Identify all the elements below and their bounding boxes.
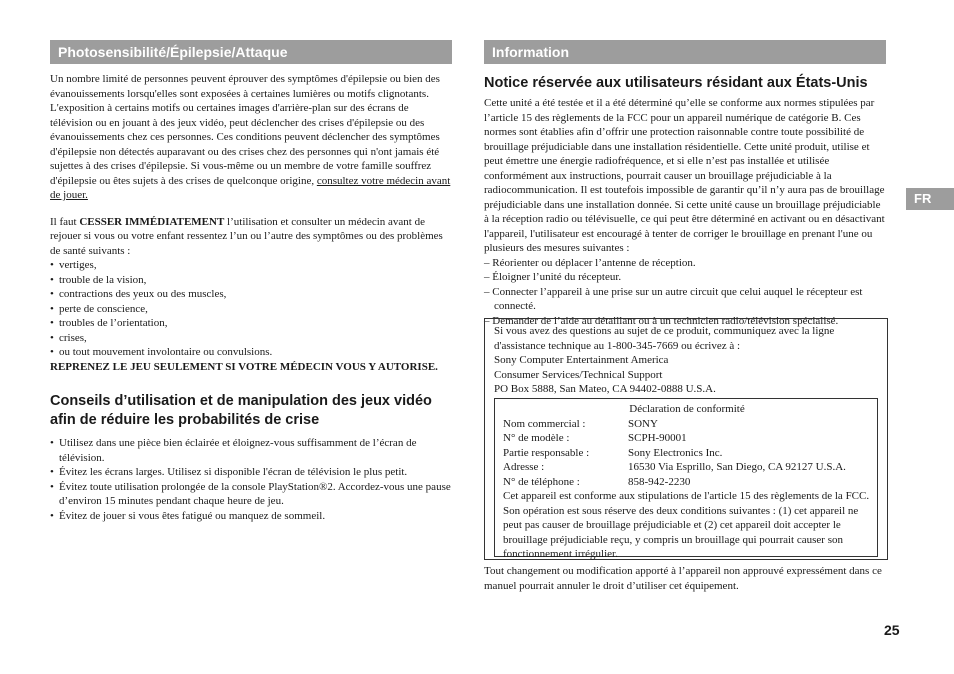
list-item: • vertiges, xyxy=(50,258,452,273)
section-header-photosensitivity: Photosensibilité/Épilepsie/Attaque xyxy=(50,40,452,64)
tips-list xyxy=(50,436,452,523)
list-item: – Connecter l’appareil à une prise sur un autre circuit que celui auquel le récepteur est connecté. xyxy=(484,285,863,312)
row-label: Adresse : xyxy=(503,461,545,473)
contact-line: PO Box 5888, San Mateo, CA 94402-0888 U.S.A. xyxy=(494,383,716,395)
page-number: 25 xyxy=(884,622,900,638)
list-item: – Demander de l’aide au détaillant ou à un technicien radio/télévision spécialisé. xyxy=(484,314,839,327)
declaration-row xyxy=(503,431,871,446)
contact-info xyxy=(494,324,876,397)
tips-heading: Conseils d’utilisation et de manipulation des jeux vidéo afin de réduire les probabilités de crise xyxy=(50,393,432,428)
closing-note: Tout changement ou modification apporté à l’appareil non approuvé expressément dans ce manuel pourrait annuler le droit d’utiliser cet équipement. xyxy=(484,565,882,592)
section-header-information: Information xyxy=(484,40,886,64)
declaration-row xyxy=(503,417,871,432)
right-column xyxy=(484,40,886,328)
language-tab: FR xyxy=(906,188,954,210)
list-item: • perte de conscience, xyxy=(50,302,452,317)
list-item: • Évitez les écrans larges. Utilisez si disponible l'écran de télévision le plus petit. xyxy=(50,465,452,480)
declaration-row xyxy=(503,475,871,490)
declaration-row xyxy=(503,460,871,475)
list-item: • crises, xyxy=(50,331,452,346)
row-value: 16530 Via Esprillo, San Diego, CA 92127 U.S.A. xyxy=(628,461,846,473)
declaration-title: Déclaration de conformité xyxy=(629,403,745,415)
row-label: Partie responsable : xyxy=(503,446,590,459)
intro-paragraph xyxy=(50,72,452,203)
consult-doctor-text: consultez votre médecin avant de jouer. xyxy=(50,174,451,201)
stop-paragraph xyxy=(50,215,452,259)
declaration-row xyxy=(503,446,871,461)
stop-prefix: Il faut xyxy=(50,215,80,228)
intro-text: Un nombre limité de personnes peuvent éprouver des symptômes d'épilepsie ou bien des évanouissements lorsqu'elles sont exposées à certaines lumières ou motifs clignotants. L'exposition à certains motifs ou certaines images d'arrière-plan sur des écrans de télévision ou en jouant à des jeux vidéo, peut déclencher des crises d'épilepsie ou des évanouissements chez ces personnes. Ces conditions peuvent déclencher des symptômes d'épilepsie non détectés auparavant ou des crises chez des personnes qui n'ont jamais été sujettes à des crises d'épilepsie. Si vous-même ou un membre de votre famille souffrez d'épilepsie ou êtes sujets à des crises de quelconque origine, xyxy=(50,73,440,187)
row-value: SCPH-90001 xyxy=(628,432,687,444)
list-item: • ou tout mouvement involontaire ou convulsions. xyxy=(50,345,452,360)
list-item: – Éloigner l’unité du récepteur. xyxy=(484,271,622,283)
list-item: – Réorienter ou déplacer l’antenne de réception. xyxy=(484,256,696,269)
list-item: • troubles de l’orientation, xyxy=(50,316,452,331)
resume-warning: REPRENEZ LE JEU SEULEMENT SI VOTRE MÉDECIN VOUS Y AUTORISE. xyxy=(50,360,438,373)
notice-heading: Notice réservée aux utilisateurs résidant aux États-Unis xyxy=(484,75,868,91)
contact-box xyxy=(484,318,888,560)
contact-line: Sony Computer Entertainment America xyxy=(494,354,669,366)
row-label: N° de téléphone : xyxy=(503,475,580,488)
list-item: • trouble de la vision, xyxy=(50,273,452,288)
list-item: • Évitez toute utilisation prolongée de la console PlayStation®2. Accordez-vous une pause d’environ 15 minutes pendant chaque heure de jeu. xyxy=(50,480,452,509)
row-label: Nom commercial : xyxy=(503,417,586,430)
list-item: • Utilisez dans une pièce bien éclairée et éloignez-vous suffisamment de l’écran de télévision. xyxy=(50,436,452,465)
symptom-list xyxy=(50,258,452,360)
declaration-content xyxy=(503,402,871,562)
list-item: • Évitez de jouer si vous êtes fatigué ou manquez de sommeil. xyxy=(50,509,452,524)
contact-line: Consumer Services/Technical Support xyxy=(494,368,663,381)
row-label: N° de modèle : xyxy=(503,432,570,444)
stop-rest: l’utilisation et consulter un médecin avant de rejouer si vous ou votre enfant ressentez l’un ou l’autre des symptômes ou des problèmes de santé suivants : xyxy=(50,215,443,257)
contact-line: Si vous avez des questions au sujet de ce produit, communiquez avec la ligne d'assistance technique au 1-800-345-7669 ou écrivez à : xyxy=(494,325,835,352)
row-value: Sony Electronics Inc. xyxy=(628,446,723,459)
row-value: 858-942-2230 xyxy=(628,475,691,488)
notice-paragraph: Cette unité a été testée et il a été déterminé qu’elle se conforme aux normes stipulées par l’article 15 des règlements de la FCC pour un appareil numérique de catégorie B. Ces normes sont établies afin d’offrir une protection raisonnable contre toute possibilité de brouillage préjudiciable dans une installation résidentielle. Cette unité produit, utilise et peut émettre une énergie radiofréquence, et si elle n’est pas installée et utilisée conformément aux instructions, pourrait causer un brouillage préjudiciable à la radiocommunication. Il est toutefois impossible de garantir qu’il n’y aura pas de brouillage préjudiciable dans une installation donnée. Si cette unité cause un brouillage préjudiciable à la réception radio ou télévisuelle, ce qui peut être déterminé en activant ou en désactivant l'appareil, l'utilisateur est encouragé à tenter de corriger le brouillage en prenant l'une ou plusieurs des mesures suivantes : xyxy=(484,97,885,254)
list-item: • contractions des yeux ou des muscles, xyxy=(50,287,452,302)
declaration-box xyxy=(494,398,878,560)
declaration-text: Cet appareil est conforme aux stipulations de l'article 15 des règlements de la FCC. Son opération est sous réserve des deux conditions suivantes : (1) cet appareil ne peut pas causer de brouillage préjudiciable et (2) cet appareil doit accepter le brouillage préjudiciable reçu, y compris un brouillage qui pourrait causer son fonctionnement irrégulier. xyxy=(503,490,870,560)
row-value: SONY xyxy=(628,417,658,430)
stop-emphasis: CESSER IMMÉDIATEMENT xyxy=(79,215,225,228)
left-column xyxy=(50,40,452,523)
